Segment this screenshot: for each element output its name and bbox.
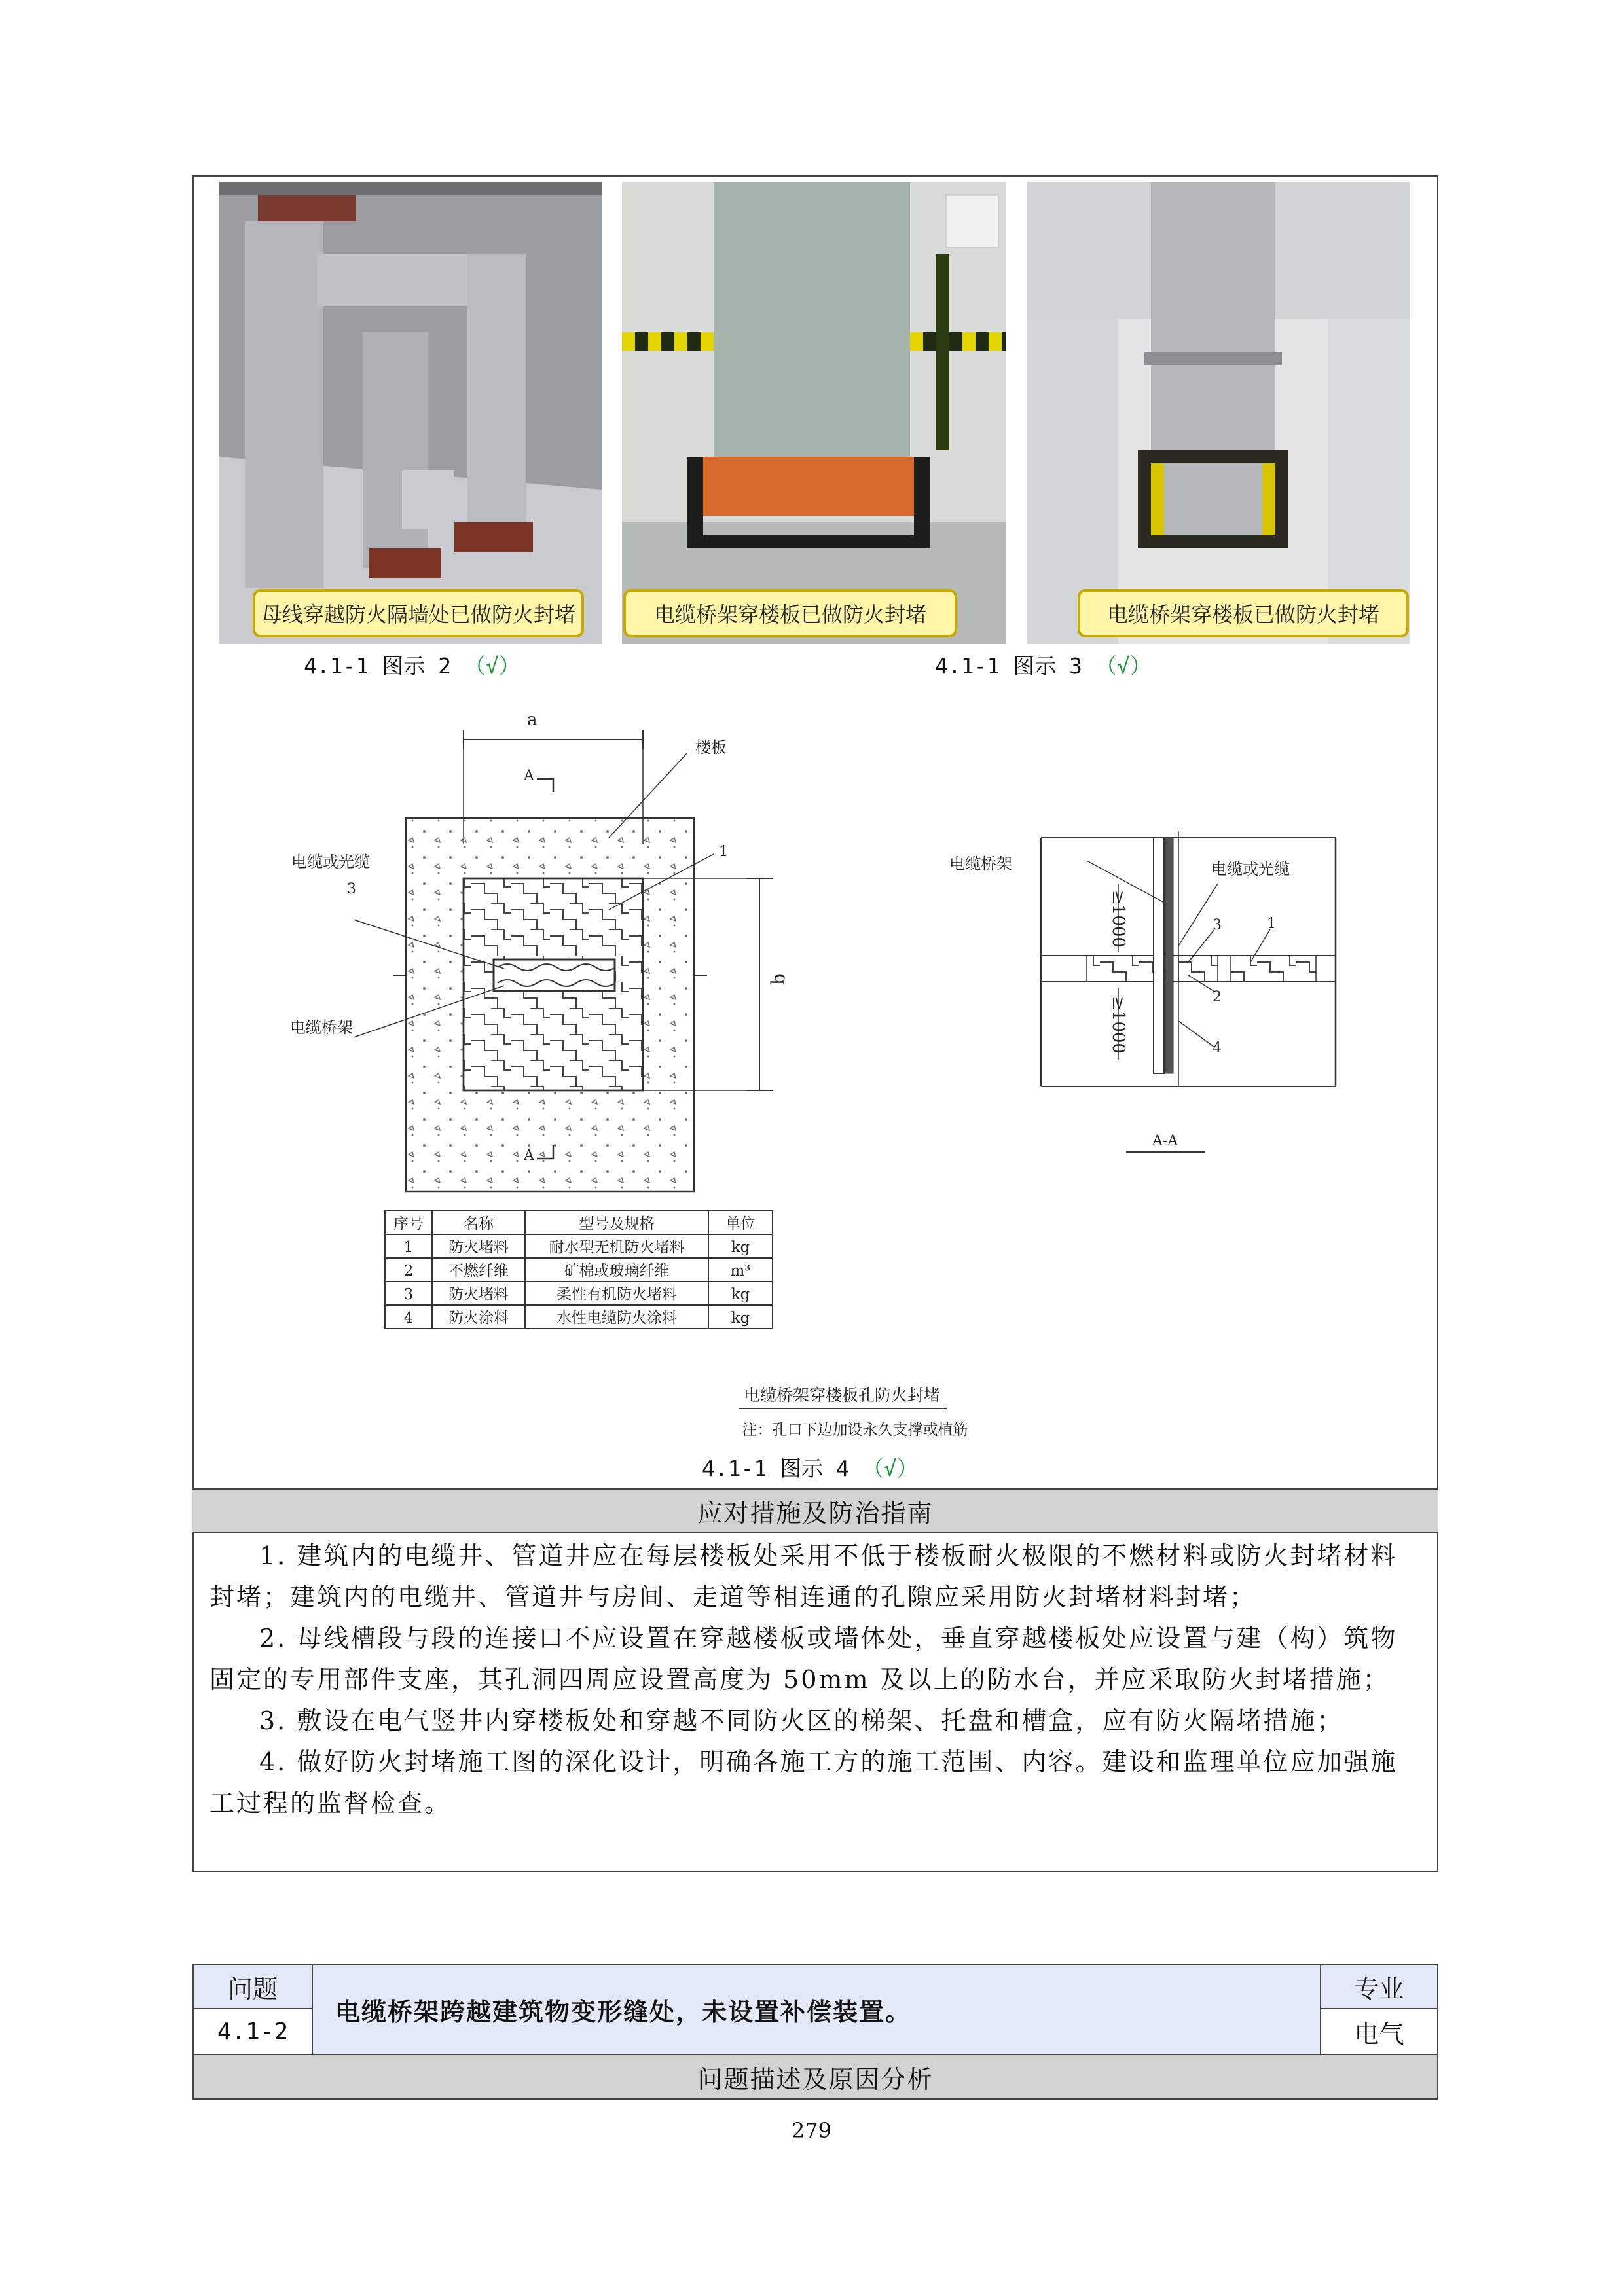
table-cell: 水性电缆防火涂料	[556, 1310, 677, 1327]
plan-callout-1: 1	[719, 844, 728, 860]
table-cell: 柔性有机防火堵料	[556, 1286, 677, 1303]
table-cell: 防火涂料	[448, 1310, 509, 1327]
plan-tray-label: 电缆桥架	[290, 1018, 353, 1037]
measure-item-1: 1. 建筑内的电缆井、管道井应在每层楼板处采用不低于楼板耐火极限的不燃材料或防火封堵材料封堵；建筑内的电缆井、管道井与房间、走道等相连通的孔隙应采用防火封堵材料封堵；	[210, 1541, 1398, 1611]
floor-label: 楼板	[695, 738, 727, 757]
table-cell: 防火堵料	[448, 1239, 509, 1256]
table-cell: m³	[730, 1263, 751, 1280]
plan-view	[354, 730, 773, 1191]
dim-upper-label: ≥1000	[1108, 890, 1128, 948]
section-mark-top: A	[524, 768, 534, 784]
measure-item-3: 3. 敷设在电气竖井内穿楼板处和穿越不同防火区的梯架、托盘和槽盒，应有防火隔堵措施；	[259, 1706, 1344, 1735]
section-title: A-A	[1152, 1133, 1178, 1149]
table-cell: 3	[403, 1286, 414, 1303]
plan-cable-label: 电缆或光缆	[291, 853, 370, 871]
table-cell: 4	[403, 1310, 414, 1327]
figure-caption-2	[304, 649, 520, 680]
drawing-note: 注：孔口下边加设永久支撑或植筋	[742, 1422, 968, 1439]
dim-b-label: b	[767, 973, 789, 985]
table-header-cell: 单位	[725, 1215, 756, 1232]
check-mark: （√）	[1095, 653, 1152, 679]
measures-section-header: 应对措施及防治指南	[192, 1488, 1438, 1533]
table-cell: 2	[403, 1263, 414, 1280]
section-callout-2: 2	[1213, 989, 1222, 1005]
photo-tray-floor-1	[622, 182, 1006, 644]
section-view	[1041, 831, 1336, 1152]
major-label-cell: 专业	[1321, 1965, 1437, 2009]
table-cell: 1	[403, 1239, 414, 1256]
issue-number-cell: 4.1-2	[194, 2009, 313, 2054]
table-header-cell: 序号	[393, 1215, 424, 1232]
drawing-title: 电缆桥架穿楼板孔防火封堵	[743, 1386, 941, 1405]
photo-3-callout: 电缆桥架穿楼板已做防火封堵	[1078, 589, 1409, 637]
issue-label-cell: 问题	[194, 1965, 313, 2009]
section-mark-bottom: A	[524, 1147, 534, 1164]
photo-busway-wall	[219, 182, 602, 644]
figure-caption-4	[702, 1452, 919, 1482]
caption-text: 4.1-1 图示 3	[935, 653, 1095, 679]
section-callout-4: 4	[1213, 1040, 1222, 1056]
photo-tray-floor-2	[1027, 182, 1410, 644]
table-cell: kg	[731, 1310, 750, 1327]
fire-seal-drawing	[0, 694, 1623, 1492]
dim-lower-label: ≥1000	[1108, 996, 1128, 1054]
measure-item-2: 2. 母线槽段与段的连接口不应设置在穿越楼板或墙体处，垂直穿越楼板处应设置与建（构）筑物固定的专用部件支座，其孔洞四周应设置高度为 50mm 及以上的防水台，并应采取防火封堵措施；	[210, 1624, 1398, 1694]
section-callout-3: 3	[1213, 917, 1222, 933]
section-callout-1: 1	[1267, 916, 1276, 932]
check-mark: （√）	[464, 653, 520, 679]
section-cable-label: 电缆或光缆	[1211, 860, 1290, 878]
busway-photo-icon	[219, 182, 602, 644]
page-number: 279	[791, 2118, 832, 2143]
table-cell: kg	[731, 1239, 750, 1256]
major-value-cell: 电气	[1354, 2019, 1404, 2049]
table-header-cell: 名称	[464, 1215, 494, 1232]
measure-item-4: 4. 做好防火封堵施工图的深化设计，明确各施工方的施工范围、内容。建设和监理单位应加强施工过程的监督检查。	[210, 1748, 1398, 1818]
table-cell: 不燃纤维	[448, 1263, 509, 1280]
issue-description-cell: 电缆桥架跨越建筑物变形缝处，未设置补偿装置。	[313, 1965, 1321, 2054]
plan-callout-3: 3	[347, 881, 356, 897]
tray-shaft-photo-icon	[1027, 182, 1410, 644]
photo-2-callout: 电缆桥架穿楼板已做防火封堵	[623, 589, 957, 637]
figure-caption-3	[935, 649, 1152, 680]
tray-photo-icon	[622, 182, 1006, 644]
dim-a-label: a	[527, 710, 538, 730]
photo-1-callout: 母线穿越防火隔墙处已做防火封堵	[253, 589, 584, 637]
check-mark: （√）	[862, 1456, 919, 1481]
caption-text: 4.1-1 图示 4	[702, 1456, 862, 1481]
section-tray-label: 电缆桥架	[949, 855, 1012, 873]
measures-list	[210, 1535, 1424, 1824]
table-cell: 耐水型无机防火堵料	[549, 1239, 685, 1256]
analysis-section-header: 问题描述及原因分析	[194, 2054, 1437, 2098]
table-cell: 防火堵料	[448, 1286, 509, 1303]
table-header-cell: 型号及规格	[579, 1215, 655, 1232]
table-cell: 矿棉或玻璃纤维	[564, 1263, 670, 1280]
caption-text: 4.1-1 图示 2	[304, 653, 464, 679]
table-cell: kg	[731, 1286, 750, 1303]
issue-table	[192, 1964, 1438, 2100]
material-table-text	[393, 1215, 756, 1327]
